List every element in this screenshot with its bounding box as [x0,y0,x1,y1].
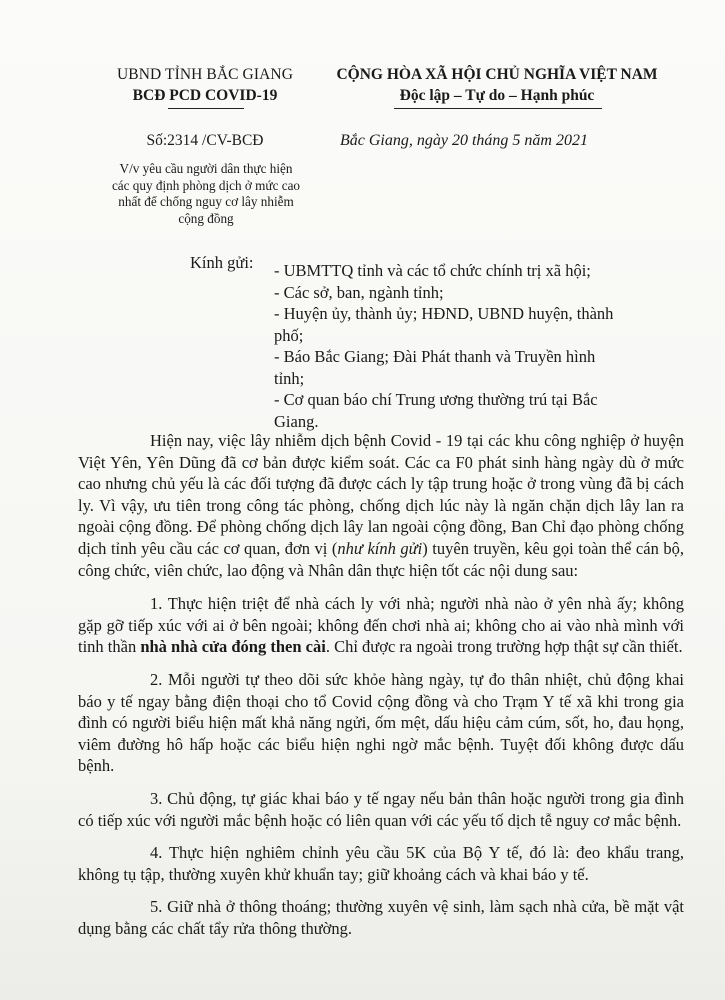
subject-line: các quy định phòng dịch ở mức cao [111,177,301,193]
recipient-list [274,260,614,432]
recipient-item: - UBMTTQ tỉnh và các tổ chức chính trị xã hội; [274,261,591,280]
document-subject [92,161,320,227]
recipient-item: - Cơ quan báo chí Trung ương thường trú tại Bắc Giang. [274,390,598,431]
issuer-unit: BCĐ PCD COVID-19 [132,87,278,104]
issuer-block [100,64,310,106]
item-2-paragraph: 2. Mỗi người tự theo dõi sức khỏe hàng ngày, tự đo thân nhiệt, chủ động khai báo y tế ngay bằng điện thoại cho tổ Covid cộng đồng và cho Trạm Y tế xã khi trong gia đình có người biểu hiện mất khả năng ngửi, ốm mệt, dấu hiệu cảm cúm, sốt, ho, đau họng, viêm đường hô hấp hoặc các biểu hiện nghi ngờ mắc bệnh. Tuyệt đối không được dấu bệnh. [78,669,684,776]
subject-line: nhất để chống nguy cơ lây nhiễm [118,194,294,209]
intro-text-1: Hiện nay, việc lây nhiễm dịch bệnh Covid - 19 tại các khu công nghiệp ở huyện Việt Yên, Yên Dũng đã cơ bản được kiểm soát. Các ca F0 phát sinh hàng ngày dù ở mức cao nhưng chủ yếu là các đối tượng đã được cách ly tập trung hoặc ở trong vùng đã bị cách ly. Vì vậy, ưu tiên trong công tác phòng, chống dịch lúc này là ngăn chặn dịch lây lan ra ngoài cộng đồng. Để phòng chống dịch lây lan ngoài cộng đồng, Ban Chỉ đạo phòng chống dịch tỉnh yêu cầu các cơ quan, đơn vị ( [78,431,684,558]
nation-name: CỘNG HÒA XÃ HỘI CHỦ NGHĨA VIỆT NAM [336,66,658,83]
national-heading [316,64,678,106]
motto-underline [394,108,602,109]
issuer-underline [168,108,244,109]
national-motto: Độc lập – Tự do – Hạnh phúc [399,87,595,104]
item-1-bold: nhà nhà cửa đóng then cài [140,637,326,657]
recipient-item: - Các sở, ban, ngành tỉnh; [274,282,444,302]
item-4-paragraph: 4. Thực hiện nghiêm chỉnh yêu cầu 5K của Bộ Y tế, đó là: đeo khẩu trang, không tụ tập, thường xuyên khử khuẩn tay; giữ khoảng cách và khai báo y tế. [78,843,684,884]
document-body [78,430,684,950]
item-3-paragraph: 3. Chủ động, tự giác khai báo y tế ngay nếu bản thân hoặc người trong gia đình có tiếp xúc với người mắc bệnh hoặc có liên quan với các yếu tố dịch tễ nguy cơ mắc bệnh. [78,788,684,830]
subject-line: cộng đồng [178,210,234,226]
intro-text-2: ) tuyên truyền, kêu gọi toàn thể cán bộ, công chức, viên chức, lao động và Nhân dân thực hiện tốt các nội dung sau: [78,538,684,580]
intro-paragraph [78,430,684,581]
document-date: Bắc Giang, ngày 20 tháng 5 năm 2021 [340,132,588,149]
recipient-item: - Báo Bắc Giang; Đài Phát thanh và Truyền hình tỉnh; [274,347,596,388]
issuer-org: UBND TỈNH BẮC GIANG [117,66,293,83]
intro-italic: như kính gửi [337,538,423,558]
subject-line: V/v yêu cầu người dân thực hiện [119,161,293,176]
item-5-paragraph: 5. Giữ nhà ở thông thoáng; thường xuyên vệ sinh, làm sạch nhà cửa, bề mặt vật dụng bằng các chất tẩy rửa thông thường. [78,897,684,938]
recipient-item: - Huyện ủy, thành ủy; HĐND, UBND huyện, thành phố; [274,304,614,345]
item-1-text-2: . Chỉ được ra ngoài trong trường hợp thật sự cần thiết. [325,637,683,657]
document-number: Số:2314 /CV-BCĐ [146,132,264,149]
item-1-text-1: 1. Thực hiện triệt để nhà cách ly với nhà; người nhà nào ở yên nhà ấy; không gặp gỡ tiếp xúc với ai ở bên ngoài; không đến chơi nhà ai; không cho ai vào nhà mình với tinh thần [78,594,684,657]
item-1-paragraph [78,593,684,658]
salutation-label: Kính gửi: [190,253,254,272]
